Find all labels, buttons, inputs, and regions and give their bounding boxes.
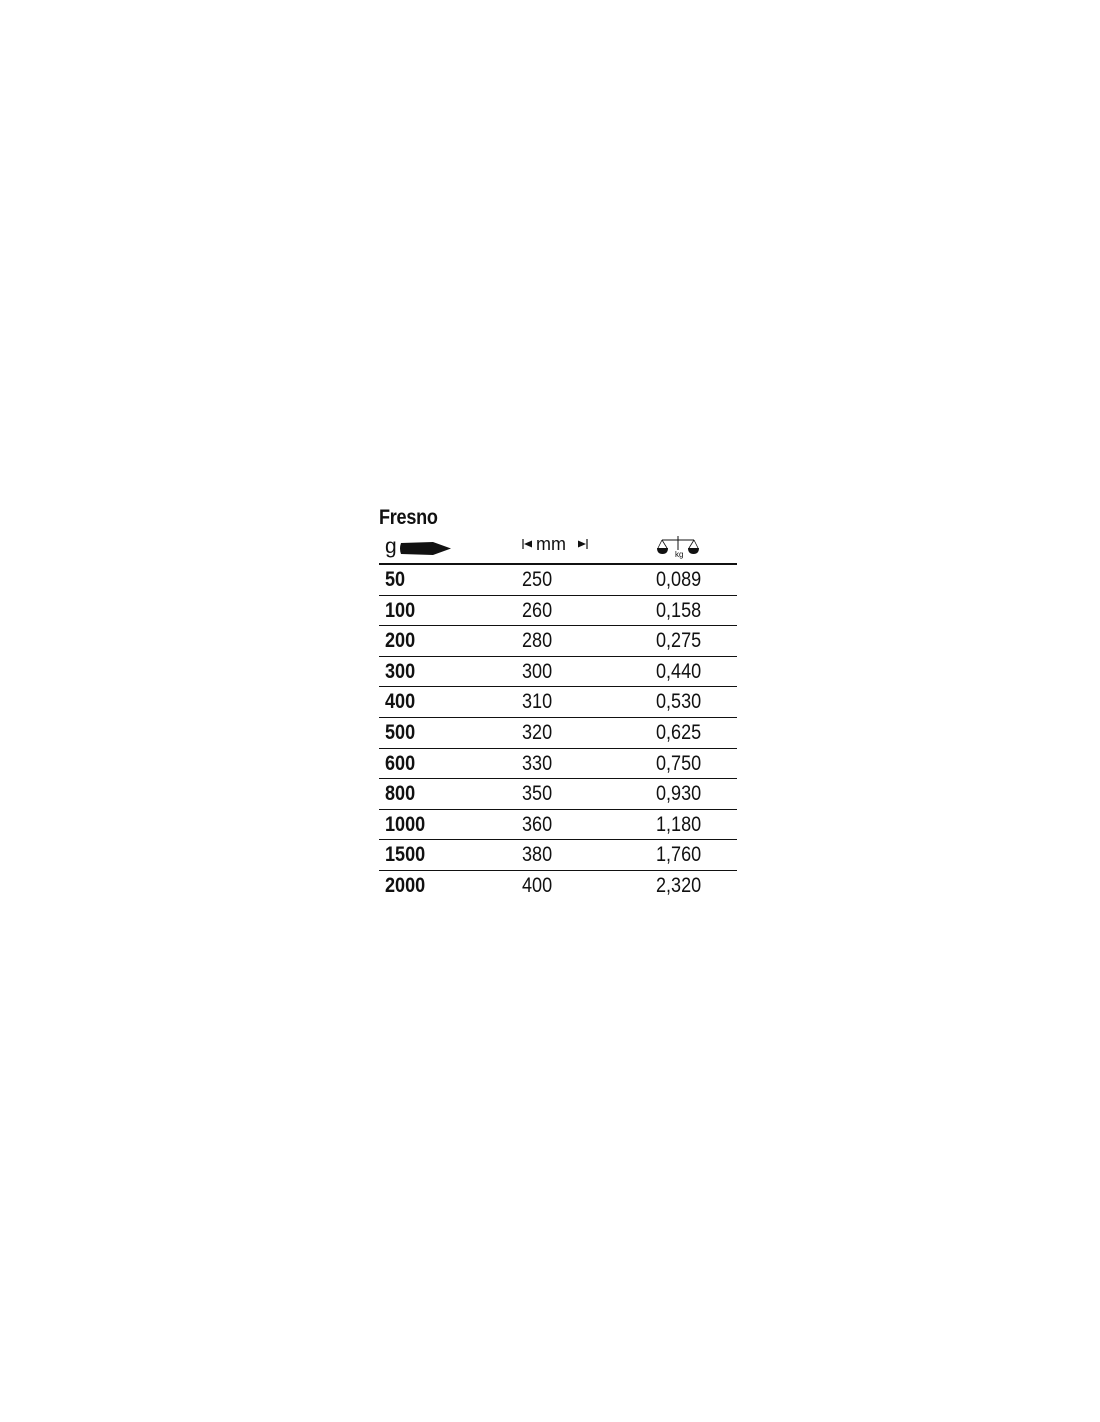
weight-cell: 2000 [385, 873, 426, 897]
mass-cell: 0,750 [656, 751, 702, 775]
weight-cell: 800 [385, 782, 416, 806]
length-cell: 380 [522, 843, 553, 867]
mass-cell: 2,320 [656, 873, 702, 897]
table-header-row [379, 531, 737, 565]
weight-cell: 1500 [385, 843, 426, 867]
mass-cell: 0,089 [656, 568, 702, 591]
length-cell: 250 [522, 568, 553, 591]
weight-cell: 200 [385, 629, 416, 653]
mass-cell: 0,530 [656, 690, 702, 714]
length-cell: 310 [522, 690, 553, 714]
table-row [379, 565, 737, 596]
length-cell: 300 [522, 659, 553, 683]
length-cell: 400 [522, 873, 553, 897]
weight-cell: 600 [385, 751, 416, 775]
weight-cell: 500 [385, 720, 416, 744]
table-row [379, 779, 737, 810]
table-title: Fresno [379, 506, 438, 529]
table-row [379, 718, 737, 749]
weight-cell: 100 [385, 598, 416, 622]
table-row [379, 626, 737, 657]
length-cell: 280 [522, 629, 553, 653]
table-row [379, 840, 737, 871]
length-unit-label: mm [536, 534, 566, 554]
length-cell: 320 [522, 720, 553, 744]
mass-cell: 1,180 [656, 812, 702, 836]
length-cell: 330 [522, 751, 553, 775]
table-row [379, 871, 737, 901]
weight-unit-label: g [385, 535, 397, 558]
spec-table-block [379, 505, 737, 901]
table-body [379, 565, 737, 901]
mass-cell: 1,760 [656, 843, 702, 867]
table-row [379, 749, 737, 780]
length-cell: 350 [522, 782, 553, 806]
dart-icon [399, 539, 455, 559]
length-cell: 260 [522, 598, 553, 622]
table-row [379, 687, 737, 718]
length-cell: 360 [522, 812, 553, 836]
mass-unit-label: kg [675, 550, 684, 559]
mass-cell: 0,625 [656, 720, 702, 744]
table-row [379, 810, 737, 841]
table-row [379, 657, 737, 688]
weight-cell: 300 [385, 659, 416, 683]
weight-cell: 400 [385, 690, 416, 714]
mass-cell: 0,158 [656, 598, 702, 622]
mass-cell: 0,440 [656, 659, 702, 683]
table-row [379, 596, 737, 627]
spec-table [379, 531, 737, 901]
mass-cell: 0,275 [656, 629, 702, 653]
mass-cell: 0,930 [656, 782, 702, 806]
weight-cell: 1000 [385, 812, 426, 836]
weight-cell: 50 [385, 568, 406, 591]
